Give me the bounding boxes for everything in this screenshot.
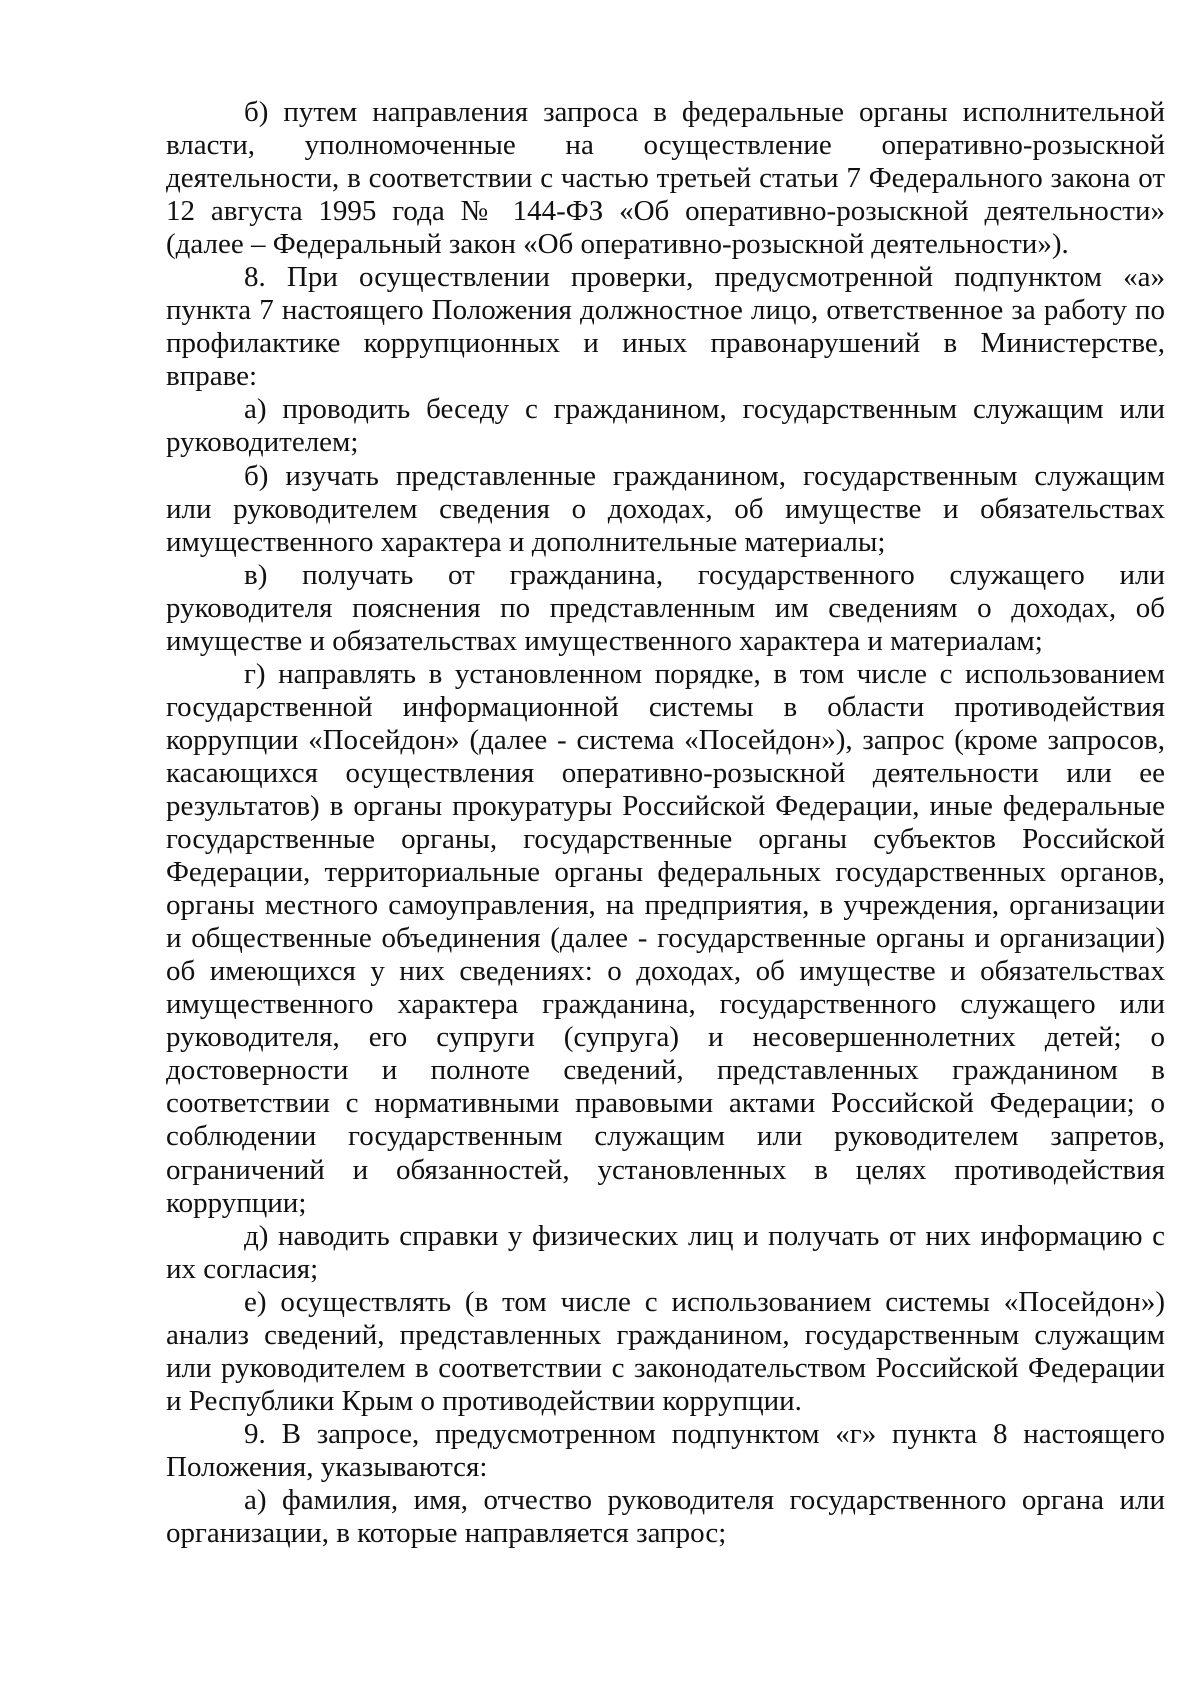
paragraph-9a: а) фамилия, имя, отчество руководителя государственного органа или организации, в которые направляется запрос; [166,1483,1165,1550]
paragraph-8e: е) осуществлять (в том числе с использованием системы «Посейдон») анализ сведений, представленных гражданином, государственным служащим или руководителем в соответствии с законодательством Российской Федерации и Республики Крым о противодействии коррупции. [166,1285,1165,1417]
paragraph-9: 9. В запросе, предусмотренном подпунктом «г» пункта 8 настоящего Положения, указываются: [166,1417,1165,1483]
paragraph-8b: б) изучать представленные гражданином, государственным служащим или руководителем сведения о доходах, об имуществе и обязательствах имущественного характера и дополнительные материалы; [166,459,1165,558]
paragraph-8v: в) получать от гражданина, государственного служащего или руководителя пояснения по представленным им сведениям о доходах, об имуществе и обязательствах имущественного характера и материалам; [166,558,1165,657]
document-body [166,96,1165,1550]
paragraph-8d: д) наводить справки у физических лиц и получать от них информацию с их согласия; [166,1219,1165,1285]
paragraph-8a: а) проводить беседу с гражданином, государственным служащим или руководителем; [166,393,1165,459]
paragraph-7b: б) путем направления запроса в федеральные органы исполнительной власти, уполномоченные на осуществление оперативно-розыскной деятельности, в соответствии с частью третьей статьи 7 Федерального закона от 12 августа 1995 года № 144-ФЗ «Об оперативно-розыскной деятельности» (далее – Федеральный закон «Об оперативно-розыскной деятельности»). [166,96,1165,261]
paragraph-8g: г) направлять в установленном порядке, в том числе с использованием государственной информационной системы в области противодействия коррупции «Посейдон» (далее - система «Посейдон»), запрос (кроме запросов, касающихся осуществления оперативно-розыскной деятельности или ее результатов) в органы прокуратуры Российской Федерации, иные федеральные государственные органы, государственные органы субъектов Российской Федерации, территориальные органы федеральных государственных органов, органы местного самоуправления, на предприятия, в учреждения, организации и общественные объединения (далее - государственные органы и организации) об имеющихся у них сведениях: о доходах, об имуществе и обязательствах имущественного характера гражданина, государственного служащего или руководителя, его супруги (супруга) и несовершеннолетних детей; о достоверности и полноте сведений, представленных гражданином в соответствии с нормативными правовыми актами Российской Федерации; о соблюдении государственным служащим или руководителем запретов, ограничений и обязанностей, установленных в целях противодействия коррупции; [166,657,1165,1219]
paragraph-8: 8. При осуществлении проверки, предусмотренной подпунктом «а» пункта 7 настоящего Положения должностное лицо, ответственное за работу по профилактике коррупционных и иных правонарушений в Министерстве, вправе: [166,261,1165,393]
